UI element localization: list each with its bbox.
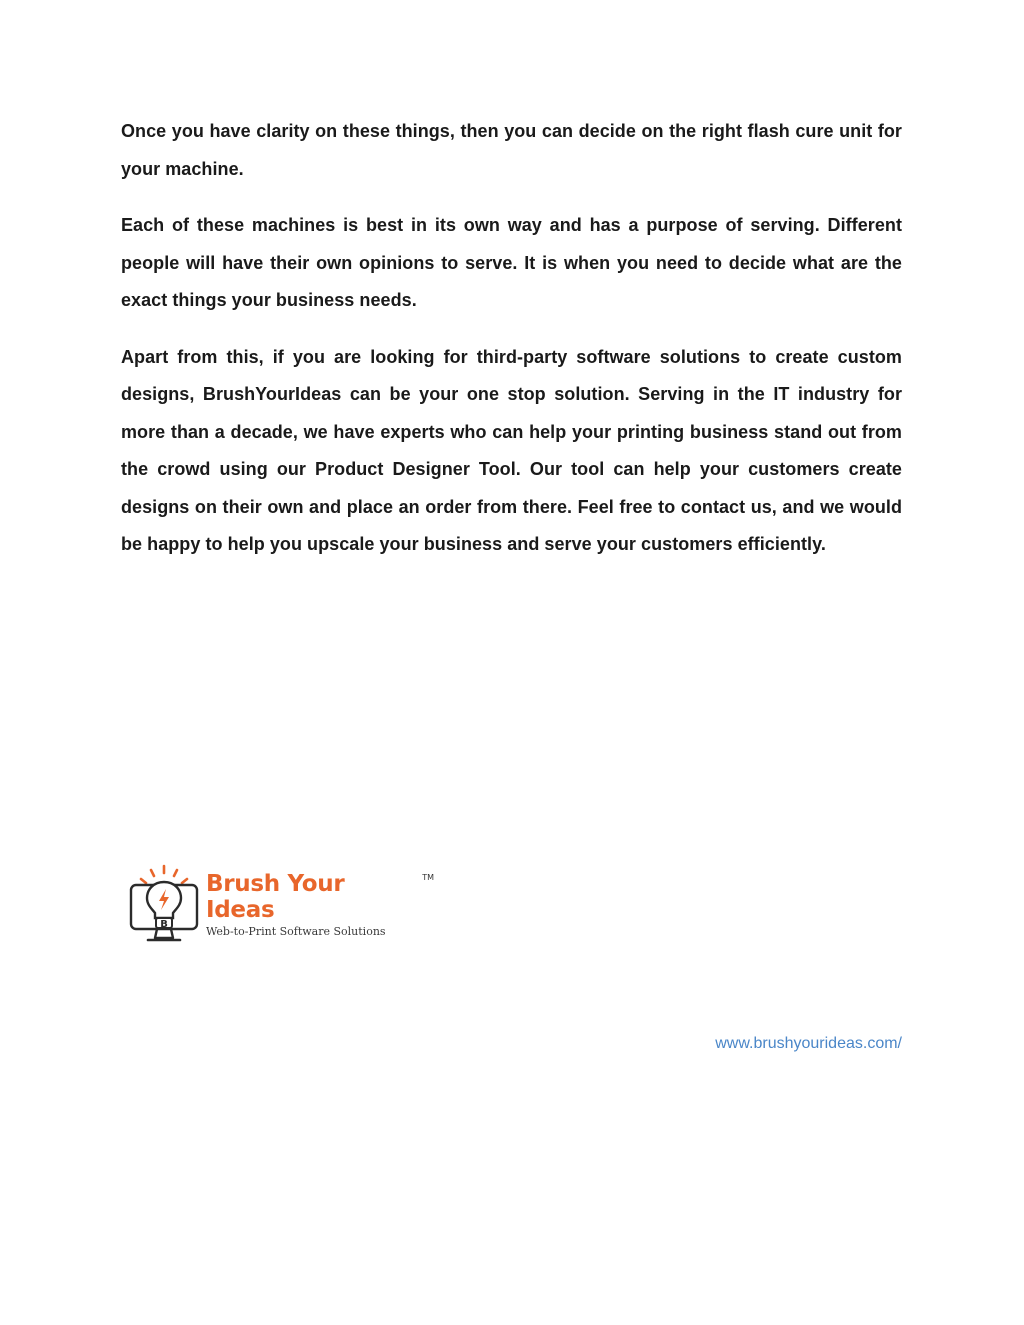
paragraph-2: Each of these machines is best in its own way and has a purpose of serving. Different people will have their own opinions to serve. It is when you need to decide what are the exact things your business needs.: [121, 215, 902, 310]
paragraph-3: Apart from this, if you are looking for third-party software solutions to create custom designs, BrushYourIdeas can be your one stop solution. Serving in the IT industry for more than a decade, we have experts who can help your printing business stand out from the crowd using our Product Designer Tool. Our tool can help your customers create designs on their own and place an order from there. Feel free to contact us, and we would be happy to help you upscale your business and serve your customers efficiently.: [121, 346, 902, 554]
paragraph-1: Once you have clarity on these things, then you can decide on the right flash cure unit for your machine.: [121, 121, 902, 179]
website-link[interactable]: www.brushyourideas.com/: [715, 1035, 902, 1052]
logo-name: Brush Your Ideas: [206, 870, 345, 923]
body-text: [121, 113, 902, 583]
logo-tagline: Web-to-Print Software Solutions: [206, 924, 386, 938]
lightbulb-monitor-icon: [124, 862, 204, 946]
trademark-mark: TM: [422, 872, 434, 882]
brand-logo: [124, 862, 434, 946]
svg-text:B: B: [160, 919, 168, 930]
logo-wordmark: [206, 871, 434, 938]
